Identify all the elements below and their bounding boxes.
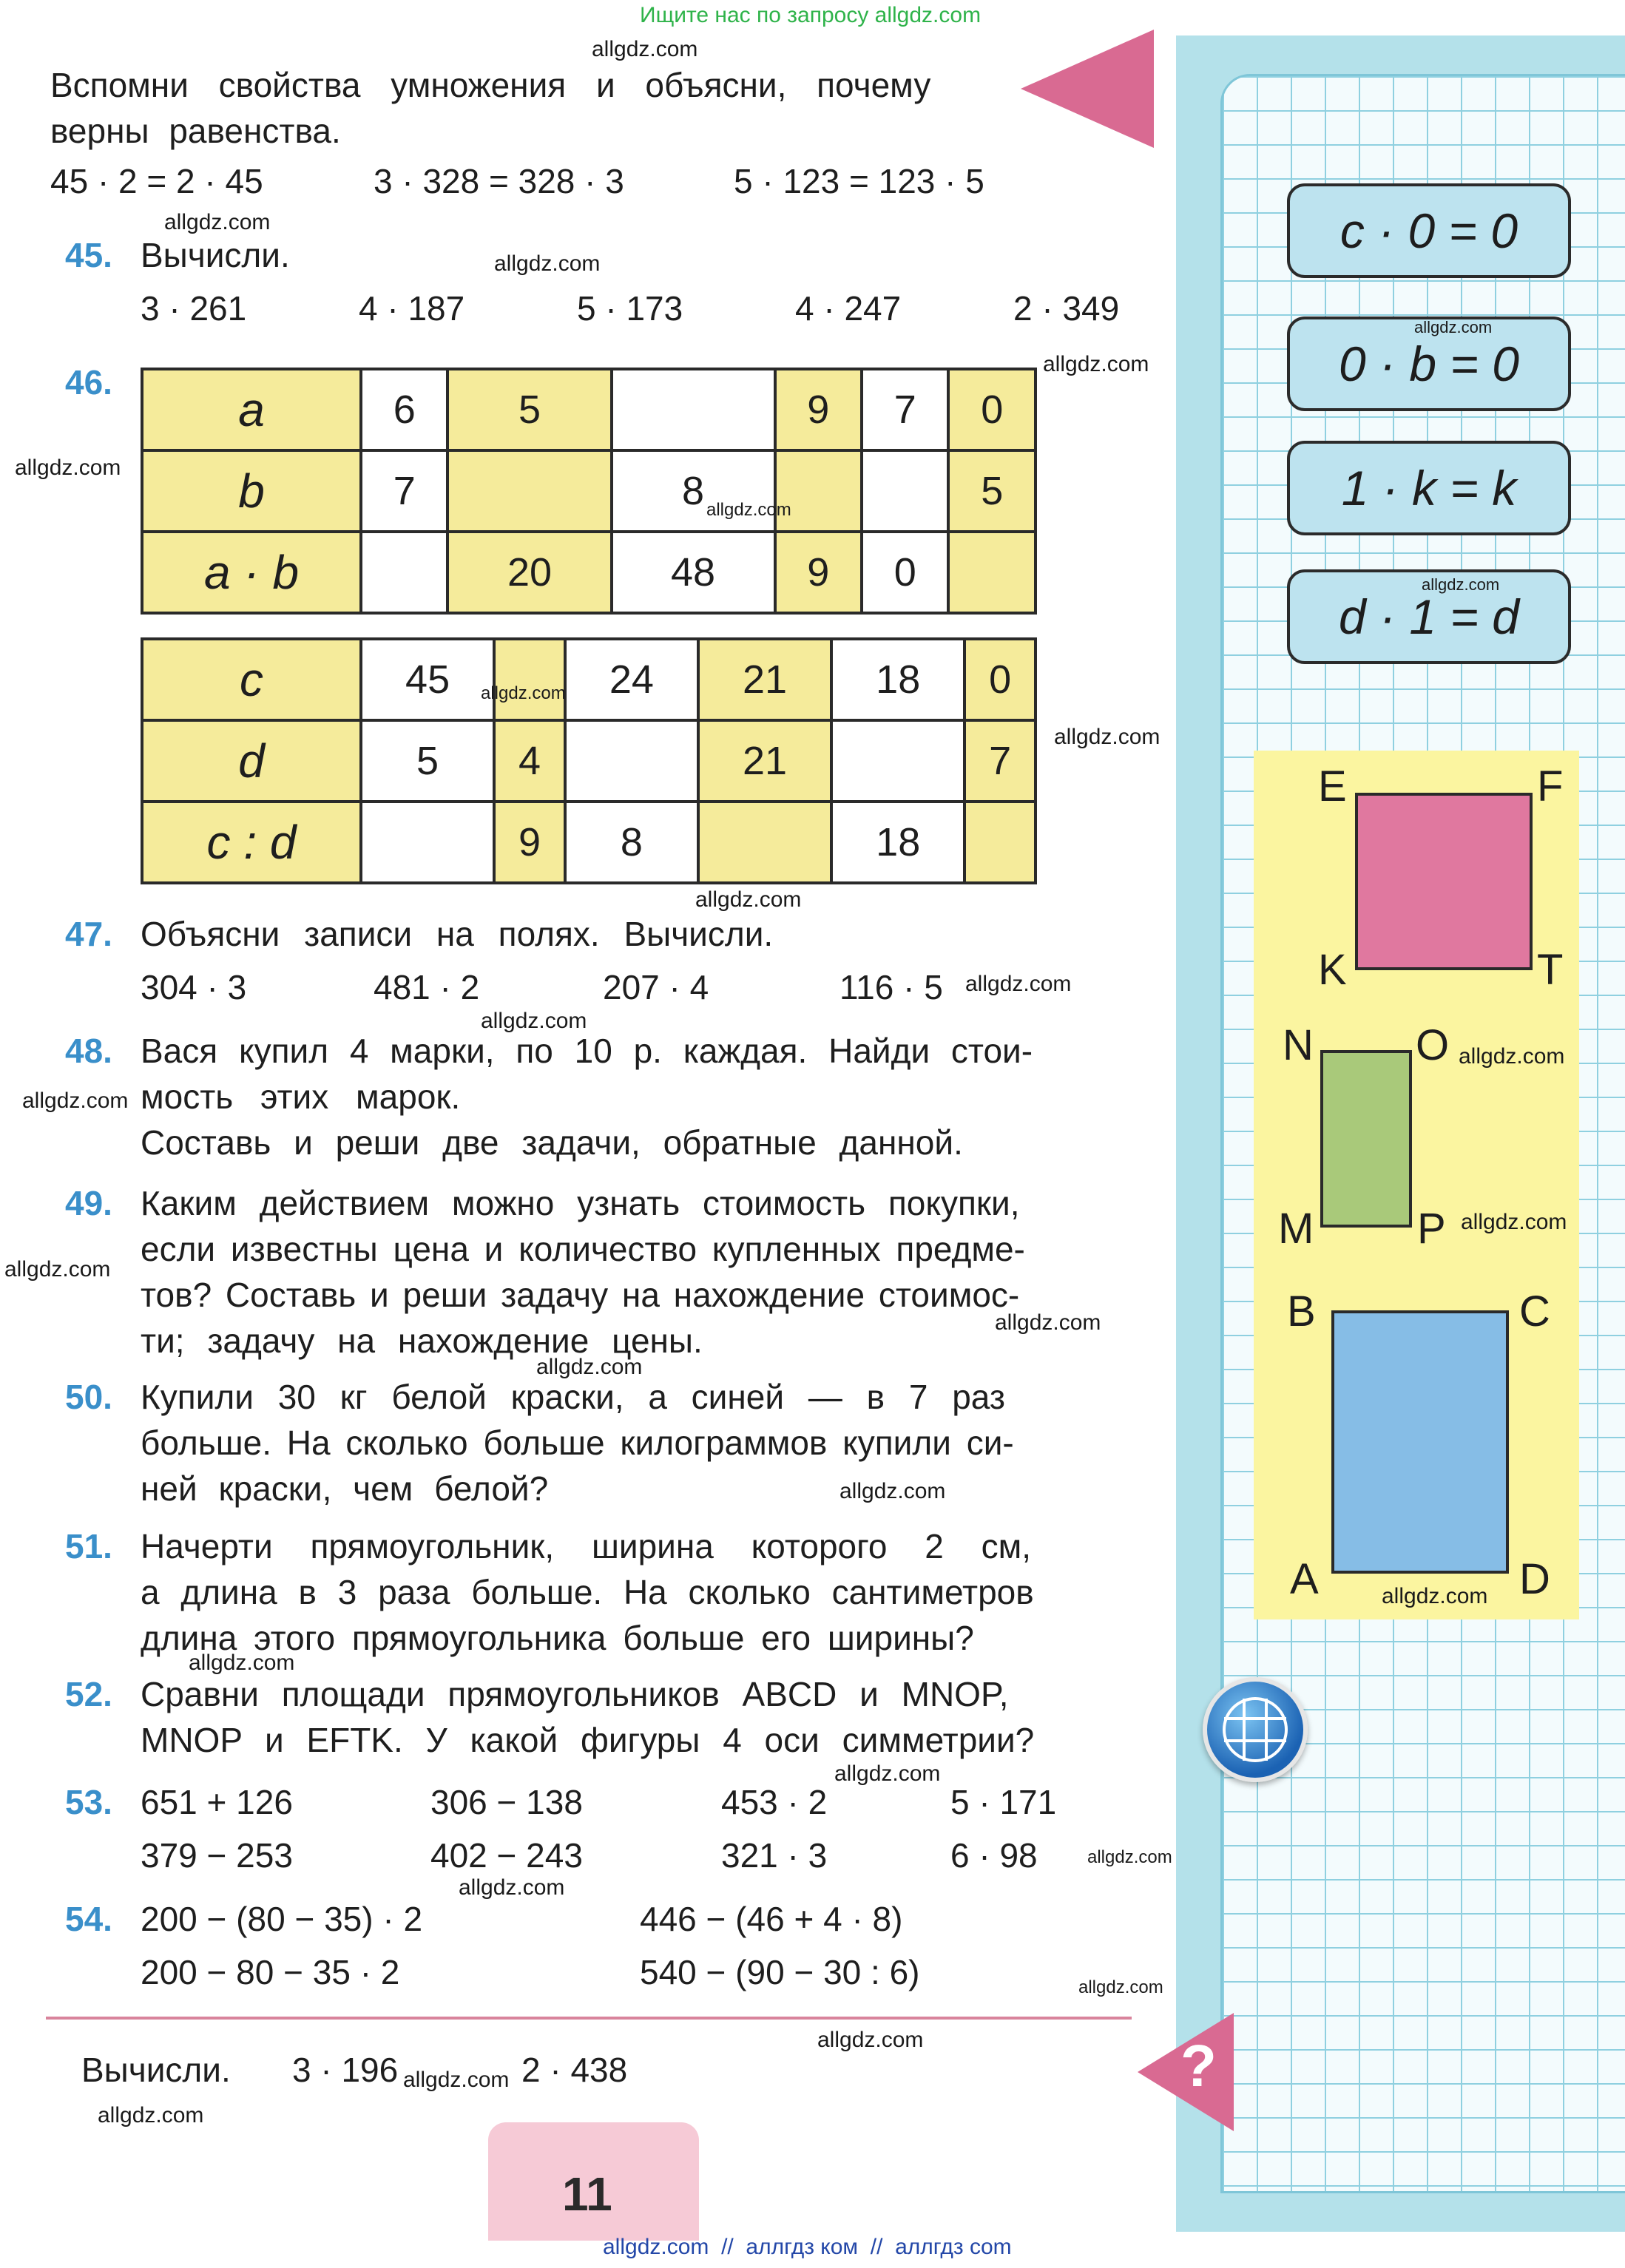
- task-49-line: ти; задачу на нахождение цены.: [141, 1321, 703, 1360]
- task-52-line: Сравни площади прямоугольников ABCD и MNOP,: [141, 1675, 1009, 1713]
- cell: 0: [948, 369, 1036, 450]
- task-49-number: 49.: [65, 1184, 112, 1222]
- rule-c-times-zero: c · 0 = 0: [1287, 183, 1571, 278]
- watermark: allgdz.com: [4, 1257, 111, 1282]
- label-o: O: [1416, 1021, 1450, 1069]
- cell: 0: [964, 639, 1036, 720]
- task-50-line: больше. На сколько больше килограммов купили си-: [141, 1424, 1014, 1462]
- cell: 20: [447, 532, 611, 613]
- cell: [565, 720, 698, 802]
- task-45-item: 4 · 247: [795, 289, 902, 328]
- task-50-number: 50.: [65, 1378, 112, 1416]
- task-49-line: Каким действием можно узнать стоимость покупки,: [141, 1184, 1020, 1222]
- watermark: allgdz.com: [1078, 1977, 1163, 1997]
- bottom-label: Вычисли.: [81, 2051, 231, 2089]
- task-53-item: 651 + 126: [141, 1783, 293, 1821]
- watermark: allgdz.com: [1459, 1044, 1565, 1069]
- rect-abcd: [1331, 1310, 1509, 1574]
- watermark: allgdz.com: [706, 500, 791, 520]
- cell: [361, 802, 494, 883]
- rule-zero-times-b: 0 · b = 0: [1287, 316, 1571, 411]
- task-53-item: 6 · 98: [950, 1836, 1038, 1875]
- task-47-item: 304 · 3: [141, 968, 247, 1006]
- task-53-item: 5 · 171: [950, 1783, 1057, 1821]
- task-52-number: 52.: [65, 1675, 112, 1713]
- task-45-item: 4 · 187: [359, 289, 465, 328]
- task-47-title: Объясни записи на полях. Вычисли.: [141, 915, 774, 953]
- watermark: allgdz.com: [1422, 575, 1500, 594]
- watermark: allgdz.com: [494, 251, 601, 276]
- task-49-line: если известны цена и количество купленных предме-: [141, 1230, 1025, 1268]
- task-54-item: 540 − (90 − 30 : 6): [640, 1953, 920, 1991]
- cell: 9: [775, 369, 862, 450]
- square-eftk: [1355, 793, 1533, 970]
- intro-eq-1: 45 · 2 = 2 · 45: [50, 162, 263, 200]
- watermark: allgdz.com: [1461, 1210, 1567, 1234]
- label-p: P: [1417, 1205, 1446, 1253]
- watermark: allgdz.com: [481, 683, 566, 703]
- cell: 24: [565, 639, 698, 720]
- row-head: a · b: [142, 532, 361, 613]
- watermark: allgdz.com: [834, 1761, 941, 1786]
- label-t: T: [1537, 946, 1564, 994]
- intro-eq-2: 3 · 328 = 328 · 3: [374, 162, 624, 200]
- table-c-d: [141, 637, 1037, 884]
- cell: 21: [698, 639, 831, 720]
- task-47-number: 47.: [65, 915, 112, 953]
- task-48-line: Вася купил 4 марки, по 10 р. каждая. Найди стои-: [141, 1032, 1033, 1070]
- task-50-line: ней краски, чем белой?: [141, 1469, 549, 1508]
- watermark: allgdz.com: [164, 210, 271, 234]
- label-n: N: [1283, 1021, 1314, 1069]
- cell: [447, 450, 611, 532]
- cell: 7: [862, 369, 948, 450]
- cell: 6: [361, 369, 447, 450]
- watermark: allgdz.com: [965, 972, 1072, 996]
- watermark: allgdz.com: [1054, 725, 1161, 749]
- task-47-item: 207 · 4: [603, 968, 709, 1006]
- task-53-item: 306 − 138: [430, 1783, 583, 1821]
- task-53-item: 379 − 253: [141, 1836, 293, 1875]
- question-icon: ?: [1180, 2033, 1217, 2099]
- label-a: A: [1290, 1555, 1319, 1603]
- label-m: M: [1278, 1205, 1314, 1253]
- rect-mnop: [1320, 1050, 1412, 1228]
- watermark: allgdz.com: [1414, 318, 1493, 336]
- label-k: K: [1318, 946, 1347, 994]
- rule-d-times-one: d · 1 = d: [1287, 569, 1571, 664]
- bottom-item: 2 · 438: [521, 2051, 628, 2089]
- task-47-item: 116 · 5: [839, 968, 943, 1006]
- watermark: allgdz.com: [695, 887, 802, 912]
- cell: 21: [698, 720, 831, 802]
- task-45-number: 45.: [65, 236, 112, 274]
- task-53-number: 53.: [65, 1783, 112, 1821]
- row-head: b: [142, 450, 361, 532]
- grid-globe-icon: [1203, 1677, 1308, 1782]
- task-53-item: 402 − 243: [430, 1836, 583, 1875]
- row-head: c : d: [142, 802, 361, 883]
- task-47-item: 481 · 2: [374, 968, 480, 1006]
- task-51-line: длина этого прямоугольника больше его ширины?: [141, 1619, 974, 1657]
- task-49-line: тов? Составь и реши задачу на нахождение стоимос-: [141, 1276, 1020, 1314]
- cell: 5: [447, 369, 611, 450]
- bottom-item: 3 · 196: [292, 2051, 399, 2089]
- cell: 7: [964, 720, 1036, 802]
- watermark: allgdz.com: [15, 456, 121, 480]
- intro-line-2: верны равенства.: [50, 112, 341, 150]
- task-45-item: 2 · 349: [1013, 289, 1120, 328]
- label-b: B: [1287, 1287, 1316, 1336]
- label-f: F: [1537, 762, 1564, 810]
- page-number: 11: [562, 2167, 612, 2221]
- task-45-item: 3 · 261: [141, 289, 247, 328]
- label-d: D: [1519, 1555, 1550, 1603]
- cell: 18: [831, 802, 964, 883]
- rule-one-times-k: 1 · k = k: [1287, 441, 1571, 535]
- task-54-number: 54.: [65, 1900, 112, 1938]
- cell: 8: [565, 802, 698, 883]
- cell: 7: [361, 450, 447, 532]
- cell: 9: [775, 532, 862, 613]
- cell: 45: [361, 639, 494, 720]
- task-51-line: Начерти прямоугольник, ширина которого 2 см,: [141, 1527, 1032, 1565]
- cell: 8: [612, 450, 775, 532]
- task-53-item: 321 · 3: [721, 1836, 828, 1875]
- task-48-number: 48.: [65, 1032, 112, 1070]
- task-45-item: 5 · 173: [577, 289, 683, 328]
- watermark: allgdz.com: [995, 1310, 1101, 1335]
- task-51-number: 51.: [65, 1527, 112, 1565]
- watermark: allgdz.com: [481, 1009, 587, 1033]
- intro-line-1: Вспомни свойства умножения и объясни, почему: [50, 66, 931, 104]
- top-watermark: Ищите нас по запросу allgdz.com: [640, 3, 982, 27]
- pink-triangle-marker: [1021, 30, 1154, 148]
- cell: 4: [494, 720, 565, 802]
- cell: 18: [831, 639, 964, 720]
- label-c: C: [1519, 1287, 1550, 1336]
- task-46-number: 46.: [65, 363, 112, 402]
- task-51-line: а длина в 3 раза больше. На сколько сантиметров: [141, 1573, 1034, 1611]
- watermark: allgdz.com: [592, 37, 698, 61]
- row-head: d: [142, 720, 361, 802]
- watermark: allgdz.com: [817, 2028, 924, 2052]
- footer-text: allgdz.com // аллгдз ком // аллгдз com: [603, 2235, 1012, 2259]
- task-48-line: Составь и реши две задачи, обратные данной.: [141, 1123, 963, 1162]
- watermark: allgdz.com: [839, 1479, 946, 1503]
- task-53-item: 453 · 2: [721, 1783, 828, 1821]
- watermark: allgdz.com: [536, 1355, 643, 1379]
- label-e: E: [1318, 762, 1347, 810]
- task-45-title: Вычисли.: [141, 236, 290, 274]
- cell: [862, 450, 948, 532]
- task-54-item: 446 − (46 + 4 · 8): [640, 1900, 903, 1938]
- row-head: c: [142, 639, 361, 720]
- cell: [698, 802, 831, 883]
- cell: 48: [612, 532, 775, 613]
- task-50-line: Купили 30 кг белой краски, а синей — в 7 раз: [141, 1378, 1005, 1416]
- cell: 5: [361, 720, 494, 802]
- cell: [948, 532, 1036, 613]
- table-a-b: [141, 368, 1037, 615]
- task-52-line: MNOP и EFTK. У какой фигуры 4 оси симметрии?: [141, 1721, 1035, 1759]
- divider-line: [46, 2017, 1132, 2020]
- watermark: allgdz.com: [98, 2103, 204, 2127]
- cell: [494, 639, 565, 720]
- watermark: allgdz.com: [1087, 1847, 1172, 1867]
- watermark: allgdz.com: [403, 2068, 510, 2092]
- watermark: allgdz.com: [1382, 1584, 1488, 1608]
- cell: 5: [948, 450, 1036, 532]
- cell: [361, 532, 447, 613]
- watermark: allgdz.com: [1043, 352, 1149, 376]
- intro-eq-3: 5 · 123 = 123 · 5: [734, 162, 984, 200]
- cell: [964, 802, 1036, 883]
- task-48-line: мость этих марок.: [141, 1077, 461, 1116]
- watermark: allgdz.com: [459, 1875, 565, 1900]
- cell: 9: [494, 802, 565, 883]
- cell: 0: [862, 532, 948, 613]
- watermark: allgdz.com: [189, 1651, 295, 1675]
- task-54-item: 200 − (80 − 35) · 2: [141, 1900, 423, 1938]
- row-head: a: [142, 369, 361, 450]
- cell: [831, 720, 964, 802]
- cell: [612, 369, 775, 450]
- watermark: allgdz.com: [22, 1089, 129, 1113]
- task-54-item: 200 − 80 − 35 · 2: [141, 1953, 400, 1991]
